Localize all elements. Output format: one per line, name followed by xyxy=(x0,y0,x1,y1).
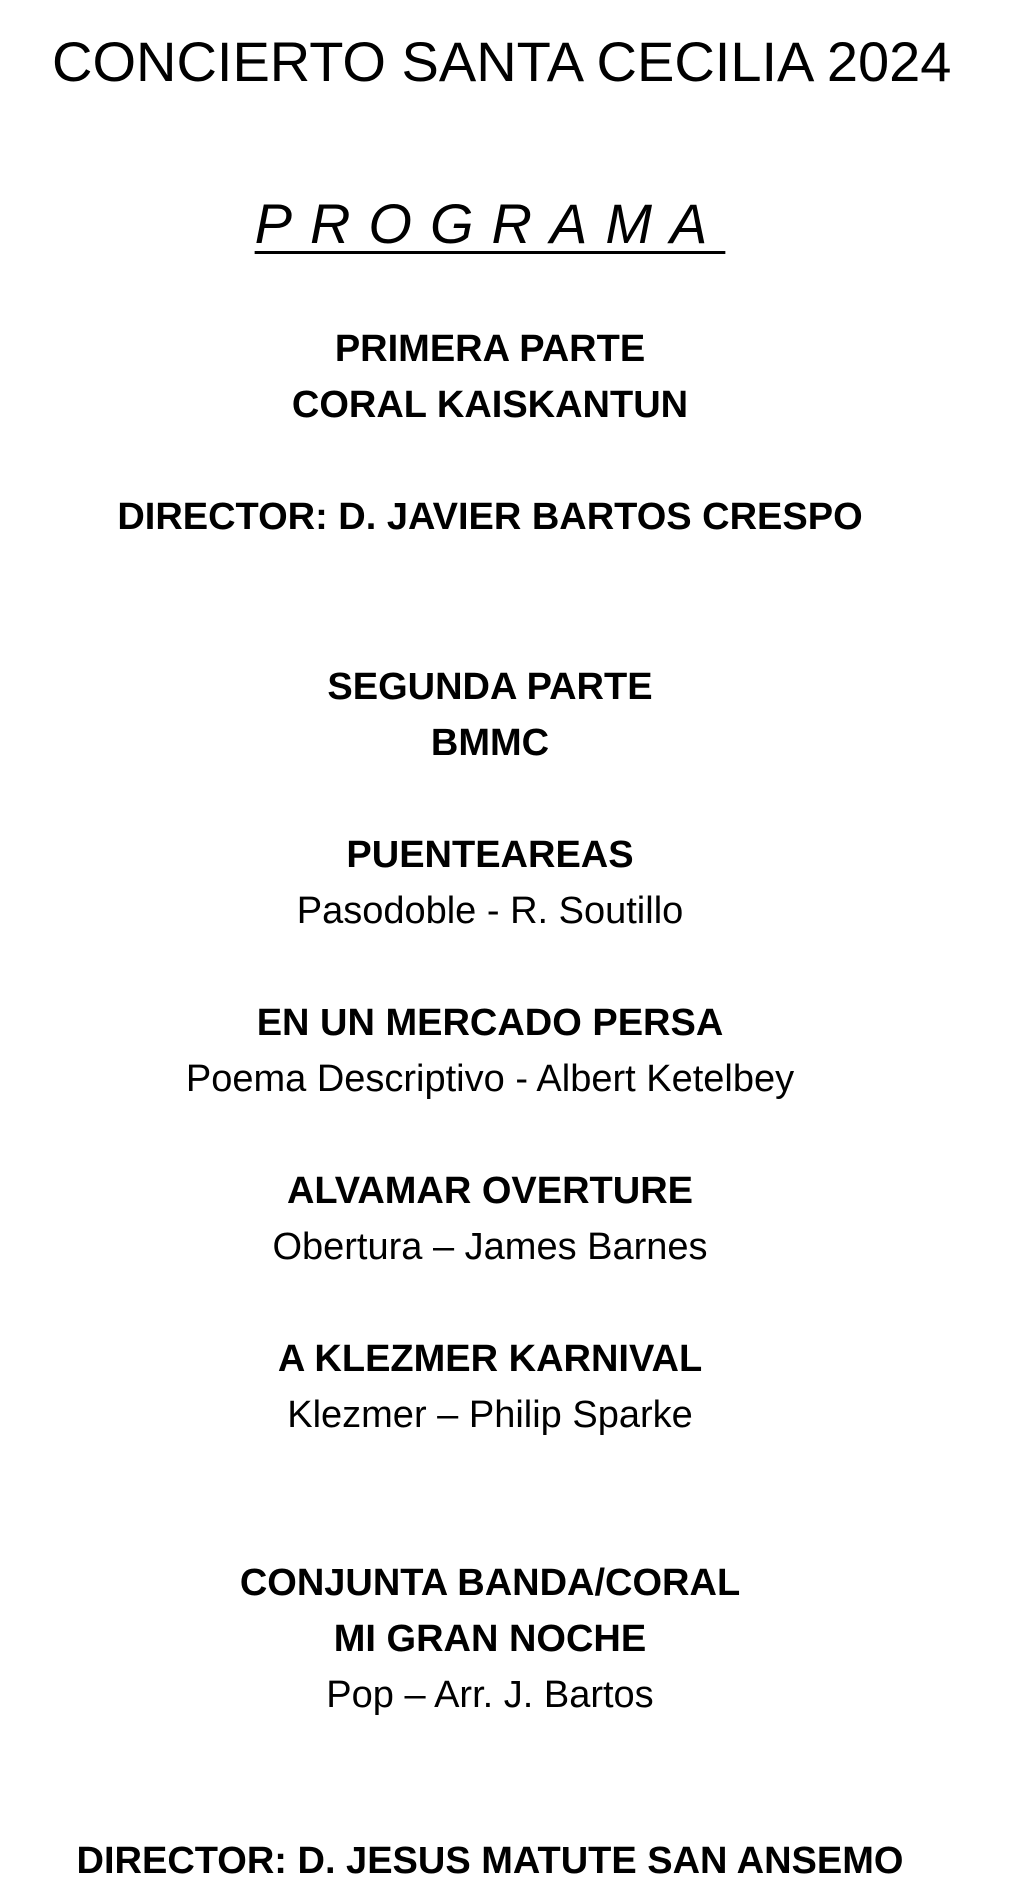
first-part-label: PRIMERA PARTE xyxy=(334,328,646,370)
piece-detail: Pasodoble - R. Soutillo xyxy=(296,890,684,932)
final-director: DIRECTOR: D. JESUS MATUTE SAN ANSEMO xyxy=(76,1840,904,1882)
piece-detail: Obertura – James Barnes xyxy=(272,1226,708,1268)
program-heading: PROGRAMA xyxy=(254,192,726,255)
piece-title: EN UN MERCADO PERSA xyxy=(256,1002,724,1044)
second-part-ensemble: BMMC xyxy=(430,722,550,764)
piece-title: PUENTEAREAS xyxy=(346,834,634,876)
concert-title: CONCIERTO SANTA CECILIA 2024 xyxy=(52,30,952,93)
joint-piece-title: MI GRAN NOCHE xyxy=(333,1618,647,1660)
piece-title: ALVAMAR OVERTURE xyxy=(286,1170,694,1212)
joint-piece-detail: Pop – Arr. J. Bartos xyxy=(326,1674,654,1716)
first-part-ensemble: CORAL KAISKANTUN xyxy=(291,384,689,426)
piece-detail: Klezmer – Philip Sparke xyxy=(287,1394,693,1436)
second-part-label: SEGUNDA PARTE xyxy=(327,666,653,708)
piece-detail: Poema Descriptivo - Albert Ketelbey xyxy=(185,1058,795,1100)
first-part-director: DIRECTOR: D. JAVIER BARTOS CRESPO xyxy=(117,496,863,538)
piece-title: A KLEZMER KARNIVAL xyxy=(277,1338,703,1380)
joint-label: CONJUNTA BANDA/CORAL xyxy=(239,1562,741,1604)
